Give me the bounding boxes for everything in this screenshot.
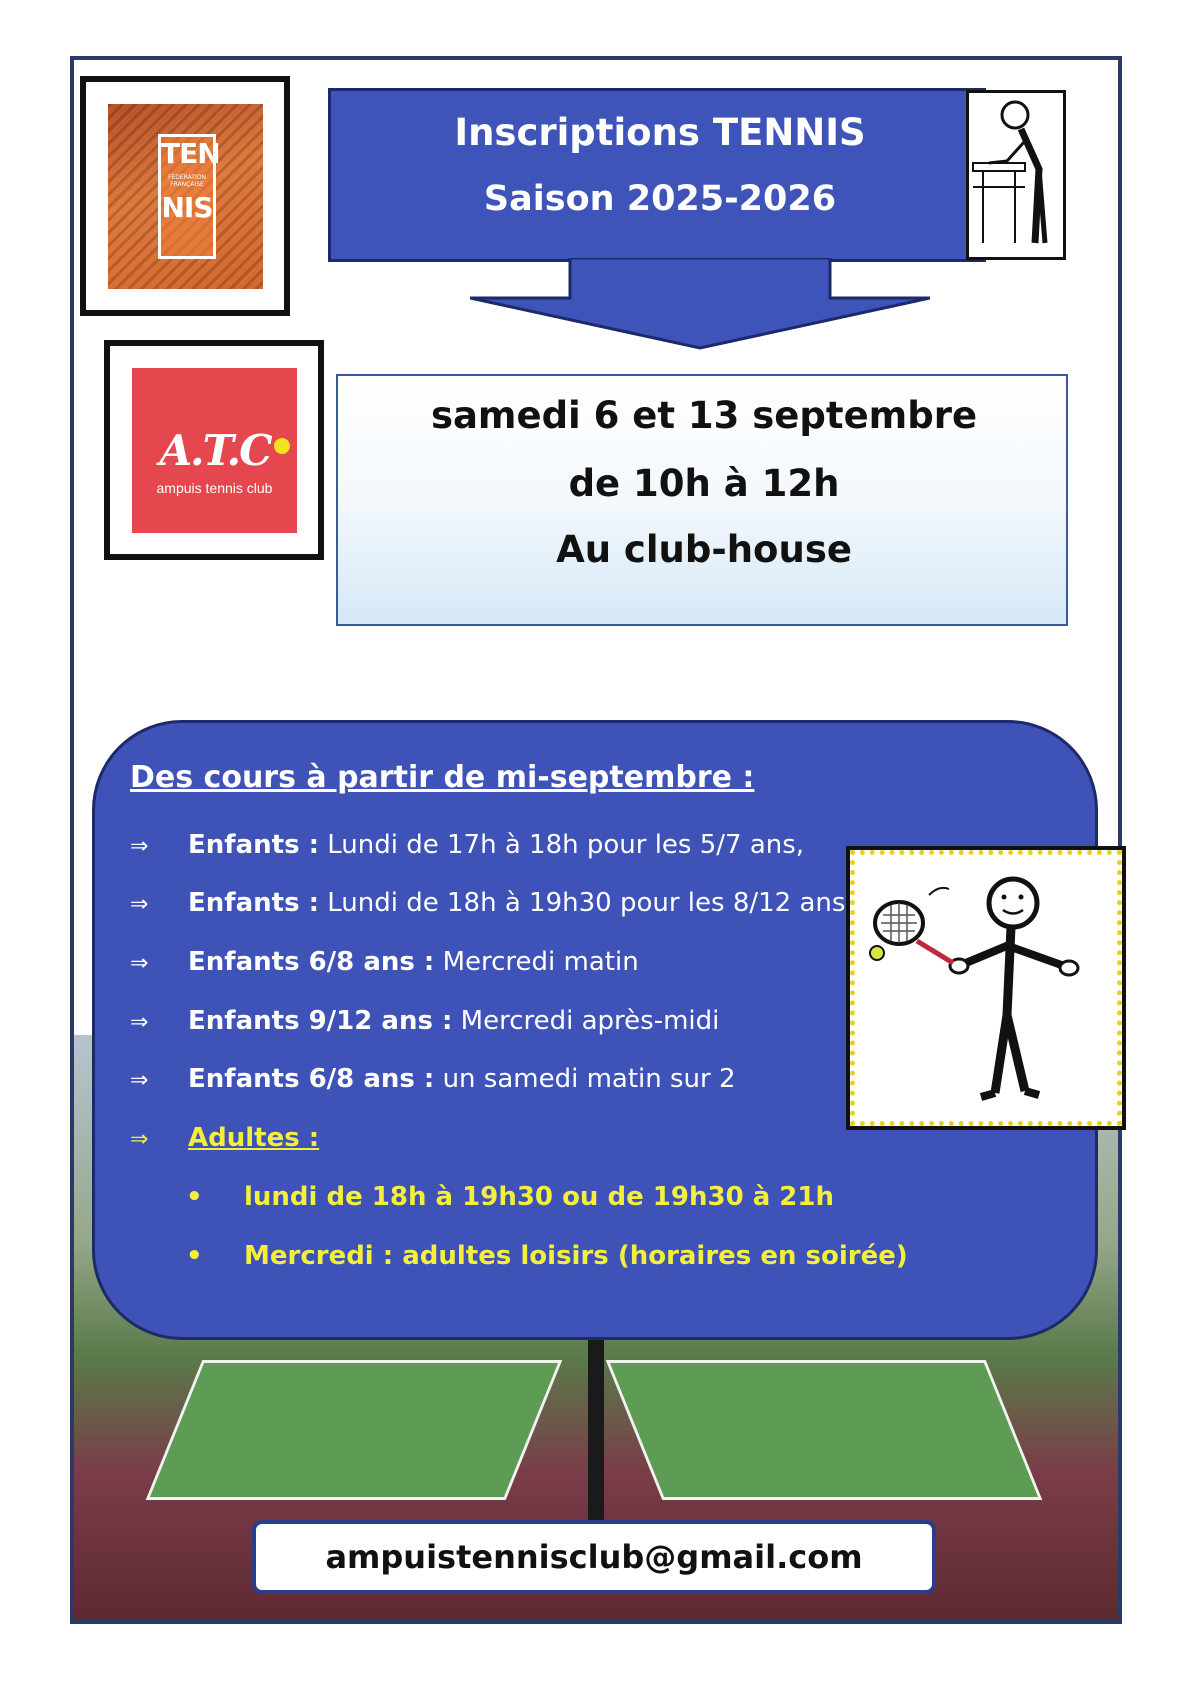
fft-logo-bottom: NIS xyxy=(161,191,213,224)
atc-logo-background xyxy=(132,368,297,533)
writing-person-pictogram xyxy=(966,90,1066,260)
registration-hours: de 10h à 12h xyxy=(568,462,840,505)
tennis-player-pictogram xyxy=(850,850,1122,1126)
registration-location: Au club-house xyxy=(556,528,852,571)
contact-email[interactable]: ampuistennisclub@gmail.com xyxy=(252,1520,936,1594)
arrow-bullet-icon: ⇒ xyxy=(130,892,149,917)
adults-label: Adultes : xyxy=(188,1123,320,1153)
adults-heading xyxy=(130,1123,319,1153)
arrow-bullet-icon: ⇒ xyxy=(130,834,149,859)
arrow-bullet-icon: ⇒ xyxy=(130,1010,149,1035)
arrow-bullet-icon: ⇒ xyxy=(130,951,149,976)
course-item xyxy=(130,830,804,860)
header-season: Saison 2025-2026 xyxy=(483,179,837,219)
adult-course-text: lundi de 18h à 19h30 ou de 19h30 à 21h xyxy=(244,1182,835,1212)
course-item-text: un samedi matin sur 2 xyxy=(434,1064,736,1094)
registration-dates-box xyxy=(336,374,1068,626)
clay-court-background xyxy=(108,104,263,289)
down-arrow-icon xyxy=(470,258,930,350)
course-item-label: Enfants 6/8 ans : xyxy=(188,1064,435,1094)
course-item-label: Enfants 9/12 ans : xyxy=(188,1006,453,1036)
fft-badge xyxy=(158,134,220,259)
atc-logo-name: ampuis tennis club xyxy=(156,480,273,496)
writing-person-icon xyxy=(969,93,1063,257)
fft-logo-middle: FÉDÉRATION FRANÇAISE xyxy=(168,174,206,188)
header-title: Inscriptions TENNIS xyxy=(454,111,866,154)
arrow-bullet-icon: ⇒ xyxy=(130,1068,149,1093)
header-banner xyxy=(328,88,986,262)
course-item xyxy=(130,1006,719,1036)
atc-logo xyxy=(104,340,324,560)
course-item xyxy=(130,888,845,918)
course-item-text: Mercredi après-midi xyxy=(452,1006,720,1036)
course-item-label: Enfants : xyxy=(188,830,319,860)
fft-logo-top: TEN xyxy=(161,137,220,170)
adult-course-item xyxy=(186,1241,908,1271)
adult-course-item xyxy=(186,1182,834,1212)
tennis-ball-icon xyxy=(274,438,290,454)
course-item-text: Lundi de 17h à 18h pour les 5/7 ans, xyxy=(319,830,805,860)
registration-days: samedi 6 et 13 septembre xyxy=(430,394,978,437)
tennis-player-icon xyxy=(855,855,1117,1121)
arrow-bullet-icon: ⇒ xyxy=(130,1127,149,1152)
adult-course-text: Mercredi : adultes loisirs (horaires en soirée) xyxy=(244,1241,908,1271)
course-item-text: Mercredi matin xyxy=(434,947,639,977)
court-right xyxy=(606,1360,1043,1500)
course-item xyxy=(130,1064,736,1094)
bullet-dot-icon: • xyxy=(186,1182,203,1212)
course-item-label: Enfants 6/8 ans : xyxy=(188,947,435,977)
course-item-text: Lundi de 18h à 19h30 pour les 8/12 ans xyxy=(319,888,846,918)
course-item xyxy=(130,947,639,977)
courses-title: Des cours à partir de mi-septembre : xyxy=(130,760,755,795)
atc-logo-mark: A.T.C xyxy=(159,426,271,475)
course-item-label: Enfants : xyxy=(188,888,319,918)
court-left xyxy=(146,1360,563,1500)
fft-logo xyxy=(80,76,290,316)
bullet-dot-icon: • xyxy=(186,1241,203,1271)
